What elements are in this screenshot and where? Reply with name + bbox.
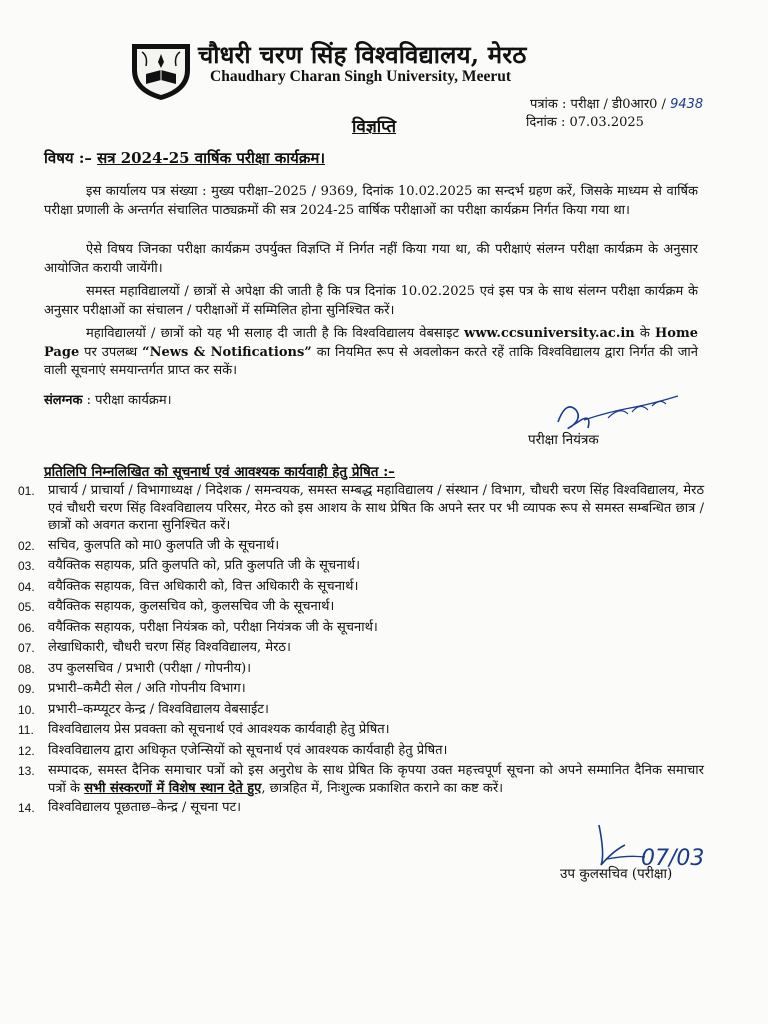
list-item xyxy=(18,482,704,535)
subject-label: विषय :– xyxy=(44,149,92,167)
list-item-number: 08. xyxy=(18,661,35,676)
reference-label: पत्रांक : परीक्षा / डी0आर0 / xyxy=(530,97,666,112)
list-item-number: 02. xyxy=(18,538,35,553)
list-item-number: 07. xyxy=(18,641,35,655)
enclosure-line xyxy=(44,390,172,408)
list-item xyxy=(18,660,704,679)
list-item-text: प्राचार्य / प्राचार्या / विभागाध्यक्ष / निदेशक / समन्वयक, समस्त सम्बद्ध महाविद्यालय / संस्थान / विभाग, चौधरी चरण सिंह विश्वविद्यालय, मेरठ एवं चौधरी चरण सिंह विश्वविद्यालय परिसर, मेरठ को इस आशय के साथ प्रेषित कि अपने स्तर पर भी व्यापक रूप से समस्त सम्बन्धित छात्र / छात्रों को अवगत कराना सुनिश्चित करें। xyxy=(48,483,704,533)
list-item-text: सचिव, कुलपति को मा0 कुलपति जी के सूचनार्थ। xyxy=(48,537,280,553)
list-item-number: 09. xyxy=(18,682,35,696)
list-item-text: वयैक्तिक सहायक, कुलसचिव को, कुलसचिव जी के सूचनार्थ। xyxy=(48,599,335,614)
enclosure-text: : परीक्षा कार्यक्रम। xyxy=(86,393,172,408)
deputy-registrar-designation: उप कुलसचिव (परीक्षा) xyxy=(560,866,673,882)
list-item-text: विश्वविद्यालय प्रेस प्रवक्ता को सूचनार्थ एवं आवश्यक कार्यवाही हेतु प्रेषित। xyxy=(48,722,390,737)
handwritten-date: 07/03 xyxy=(641,846,705,871)
website-link[interactable]: www.ccsuniversity.ac.in xyxy=(464,326,635,341)
list-item xyxy=(18,598,704,617)
home-page-text: Home Page xyxy=(44,326,698,360)
university-name-english: Chaudhary Charan Singh University, Meerut xyxy=(210,68,511,85)
list-item-text: वयैक्तिक सहायक, वित्त अधिकारी को, वित्त अधिकारी के सूचनार्थ। xyxy=(48,578,359,594)
enclosure-label: संलग्नक xyxy=(44,393,83,408)
paragraph-4-text-a: महाविद्यालयों / छात्रों को यह भी सलाह दी जाती है कि विश्वविद्यालय वेबसाइट xyxy=(86,326,460,341)
list-item xyxy=(18,742,704,761)
notice-date: दिनांक : 07.03.2025 xyxy=(526,115,644,130)
list-item-text: लेखाधिकारी, चौधरी चरण सिंह विश्वविद्यालय, मेरठ। xyxy=(48,640,291,655)
reference-number xyxy=(530,94,703,112)
list-item xyxy=(18,721,704,740)
list-item-number: 11. xyxy=(18,723,34,737)
list-item xyxy=(18,701,704,720)
paragraph-4-text-b: के xyxy=(639,326,650,341)
paragraph-4 xyxy=(44,325,698,381)
list-item xyxy=(18,619,704,638)
university-emblem-logo xyxy=(128,40,194,102)
list-item-text: वयैक्तिक सहायक, प्रति कुलपति को, प्रति कुलपति जी के सूचनार्थ। xyxy=(48,558,361,573)
list-item-text: वयैक्तिक सहायक, परीक्षा नियंत्रक को, परीक्षा नियंत्रक जी के सूचनार्थ। xyxy=(48,619,378,635)
list-item-text: विश्वविद्यालय द्वारा अधिकृत एजेन्सियों को सूचनार्थ एवं आवश्यक कार्यवाही हेतु प्रेषित। xyxy=(48,742,448,758)
copy-heading xyxy=(44,462,395,480)
list-item-number: 03. xyxy=(18,559,35,573)
item13-emphasis: सभी संस्करणों में विशेष स्थान देते हुए xyxy=(84,780,262,796)
list-item-text: उप कुलसचिव / प्रभारी (परीक्षा / गोपनीय)। xyxy=(48,660,252,676)
list-item-number: 01. xyxy=(18,484,35,498)
copy-heading-tail: :– xyxy=(383,464,395,480)
item13-text-a: सम्पादक, समस्त दैनिक समाचार पत्रों को इस अनुरोध के साथ प्रेषित कि कृपया उक्त महत्त्वपूर्ण सूचना को अपने सम्मानित दैनिक समाचार पत्रों के xyxy=(48,763,704,796)
paragraph-2 xyxy=(44,241,698,278)
news-notifications-text: “News & Notifications” xyxy=(142,344,312,360)
paragraph-1 xyxy=(44,183,698,220)
list-item-text: प्रभारी–कमैटी सेल / अति गोपनीय विभाग। xyxy=(48,681,246,696)
notice-title: विज्ञप्ति xyxy=(352,117,397,137)
paragraph-4-text-d: का नियमित रूप से अवलोकन करते रहें ताकि विश्वविद्यालय द्वारा निर्गत की जाने वाली सूचनाएं समयान्तर्गत प्राप्त कर सकें। xyxy=(44,344,698,378)
paragraph-1-text: इस कार्यालय पत्र संख्या : मुख्य परीक्षा–2025 / 9369, दिनांक 10.02.2025 का सन्दर्भ ग्रहण करें, जिसके माध्यम से वार्षिक परीक्षा प्रणाली के अन्तर्गत संचालित पाठ्यक्रमों की सत्र 2024-25 वार्षिक परीक्षाओं का परीक्षा कार्यक्रम निर्गत किया गया था। xyxy=(44,184,698,218)
list-item-number: 04. xyxy=(18,579,35,594)
list-item-number: 13. xyxy=(18,764,35,778)
list-item xyxy=(18,578,704,597)
item13-text-b: , छात्रहित में, निःशुल्क प्रकाशित कराने का कष्ट करें। xyxy=(261,780,504,796)
subject-text: सत्र 2024-25 वार्षिक परीक्षा कार्यक्रम। xyxy=(97,149,326,167)
paragraph-3-text: समस्त महाविद्यालयों / छात्रों से अपेक्षा की जाती है कि पत्र दिनांक 10.02.2025 एवं इस पत्र के साथ संलग्न परीक्षा कार्यक्रम के अनुसार परीक्षाओं का संचालन / परीक्षाओं में सम्मिलित होना सुनिश्चित करें। xyxy=(44,284,698,318)
paragraph-4-text-c: पर उपलब्ध xyxy=(84,344,138,360)
list-item xyxy=(18,680,704,699)
list-item-number: 05. xyxy=(18,600,35,614)
list-item-number: 12. xyxy=(18,743,35,758)
reference-handwritten-number: 9438 xyxy=(670,97,704,112)
list-item xyxy=(18,639,704,658)
paragraph-3 xyxy=(44,283,698,320)
copy-heading-text: प्रतिलिपि निम्नलिखित को सूचनार्थ एवं आवश्यक कार्यवाही हेतु प्रेषित xyxy=(44,464,379,480)
list-item xyxy=(18,762,704,797)
list-item-number: 06. xyxy=(18,620,35,635)
list-item-text: प्रभारी–कम्प्यूटर केन्द्र / विश्वविद्यालय वेबसाईट। xyxy=(48,701,269,717)
list-item-text xyxy=(48,762,704,797)
subject-line xyxy=(44,148,325,168)
paragraph-2-text: ऐसे विषय जिनका परीक्षा कार्यक्रम उपर्युक्त विज्ञप्ति में निर्गत नहीं किया गया था, की परीक्षाएं संलग्न परीक्षा कार्यक्रम के अनुसार आयोजित करायी जायेंगी। xyxy=(44,242,698,276)
university-name-hindi: चौधरी चरण सिंह विश्वविद्यालय, मेरठ xyxy=(198,40,527,69)
list-item-number: 10. xyxy=(18,702,35,717)
copy-recipients-list xyxy=(18,482,704,820)
list-item xyxy=(18,557,704,576)
list-item-number: 14. xyxy=(18,801,35,815)
list-item xyxy=(18,537,704,556)
controller-designation: परीक्षा नियंत्रक xyxy=(528,432,599,448)
list-item-text: विश्वविद्यालय पूछताछ–केन्द्र / सूचना पट। xyxy=(48,800,242,815)
